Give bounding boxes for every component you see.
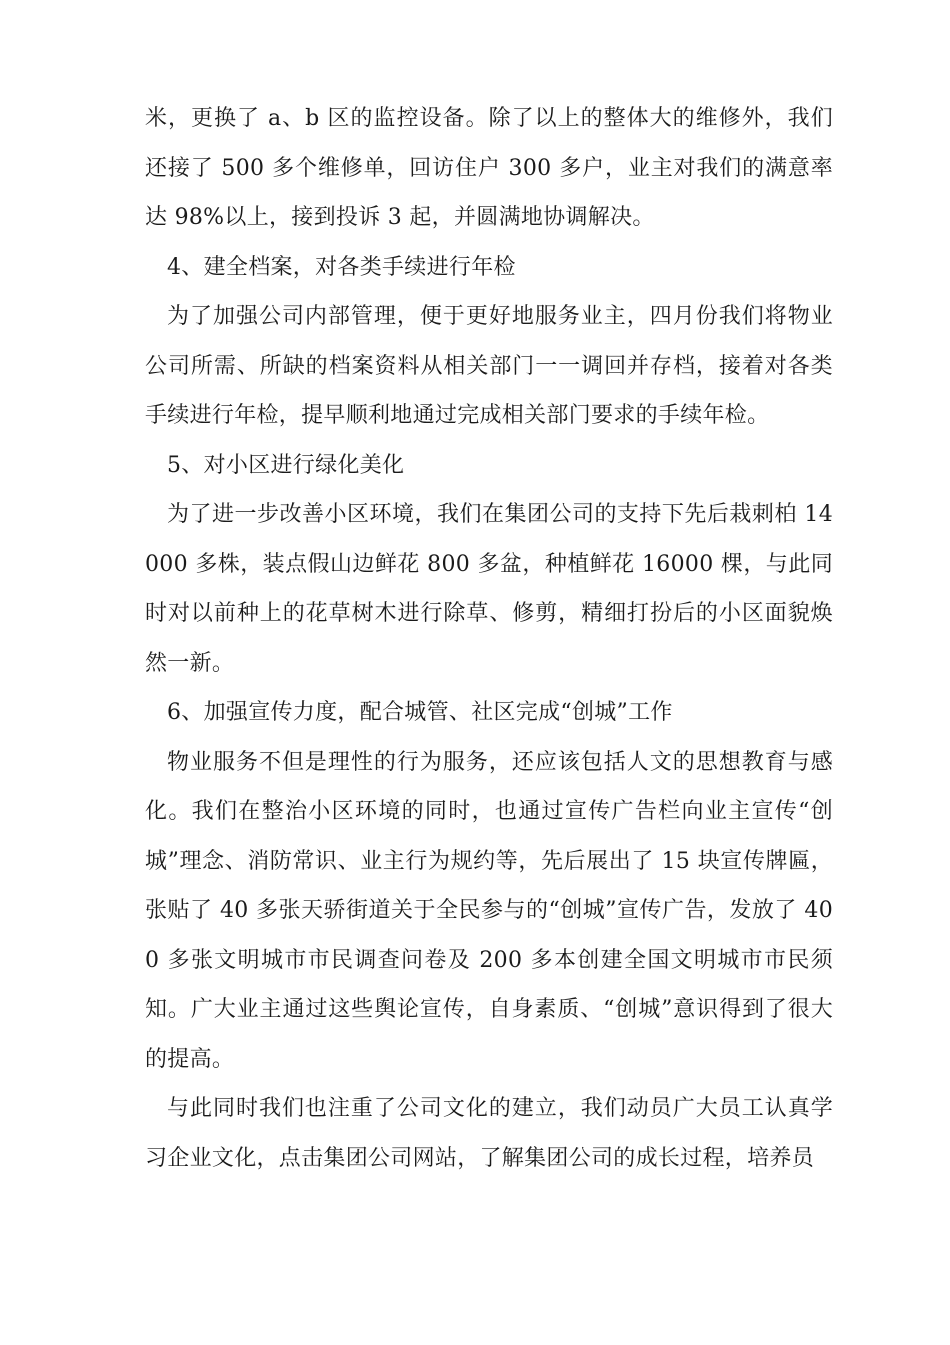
paragraph-maintenance-summary: 米，更换了 a、b 区的监控设备。除了以上的整体大的维修外，我们还接了 500 多个维修单，回访住户 300 多户，业主对我们的满意率达 98%以上，接到投诉 3 起，并圆满地协调解决。	[145, 106, 833, 230]
paragraph-greening: 为了进一步改善小区环境，我们在集团公司的支持下先后栽刺柏 14000 多株，装点假山边鲜花 800 多盆，种植鲜花 16000 棵，与此同时对以前种上的花草树木进行除草、修剪，精细打扮后的小区面貌焕然一新。	[145, 502, 833, 676]
section-heading-archives: 4、建全档案，对各类手续进行年检	[167, 254, 516, 280]
paragraph-company-culture: 与此同时我们也注重了公司文化的建立，我们动员广大员工认真学习企业文化，点击集团公司网站，了解集团公司的成长过程，培养员	[145, 1096, 833, 1171]
paragraph-archives: 为了加强公司内部管理，便于更好地服务业主，四月份我们将物业公司所需、所缺的档案资料从相关部门一一调回并存档，接着对各类手续进行年检，提早顺利地通过完成相关部门要求的手续年检。	[145, 304, 833, 428]
document-page	[145, 94, 833, 1183]
paragraph-publicity: 物业服务不但是理性的行为服务，还应该包括人文的思想教育与感化。我们在整治小区环境的同时，也通过宣传广告栏向业主宣传“创城”理念、消防常识、业主行为规约等，先后展出了 15 块宣传牌匾，张贴了 40 多张天骄街道关于全民参与的“创城”宣传广告，发放了 400 多张文明城市市民调查问卷及 200 多本创建全国文明城市市民须知。广大业主通过这些舆论宣传，自身素质、“创城”意识得到了很大的提高。	[145, 749, 833, 1072]
section-heading-publicity: 6、加强宣传力度，配合城管、社区完成“创城”工作	[167, 700, 673, 725]
section-heading-greening: 5、对小区进行绿化美化	[167, 452, 405, 478]
